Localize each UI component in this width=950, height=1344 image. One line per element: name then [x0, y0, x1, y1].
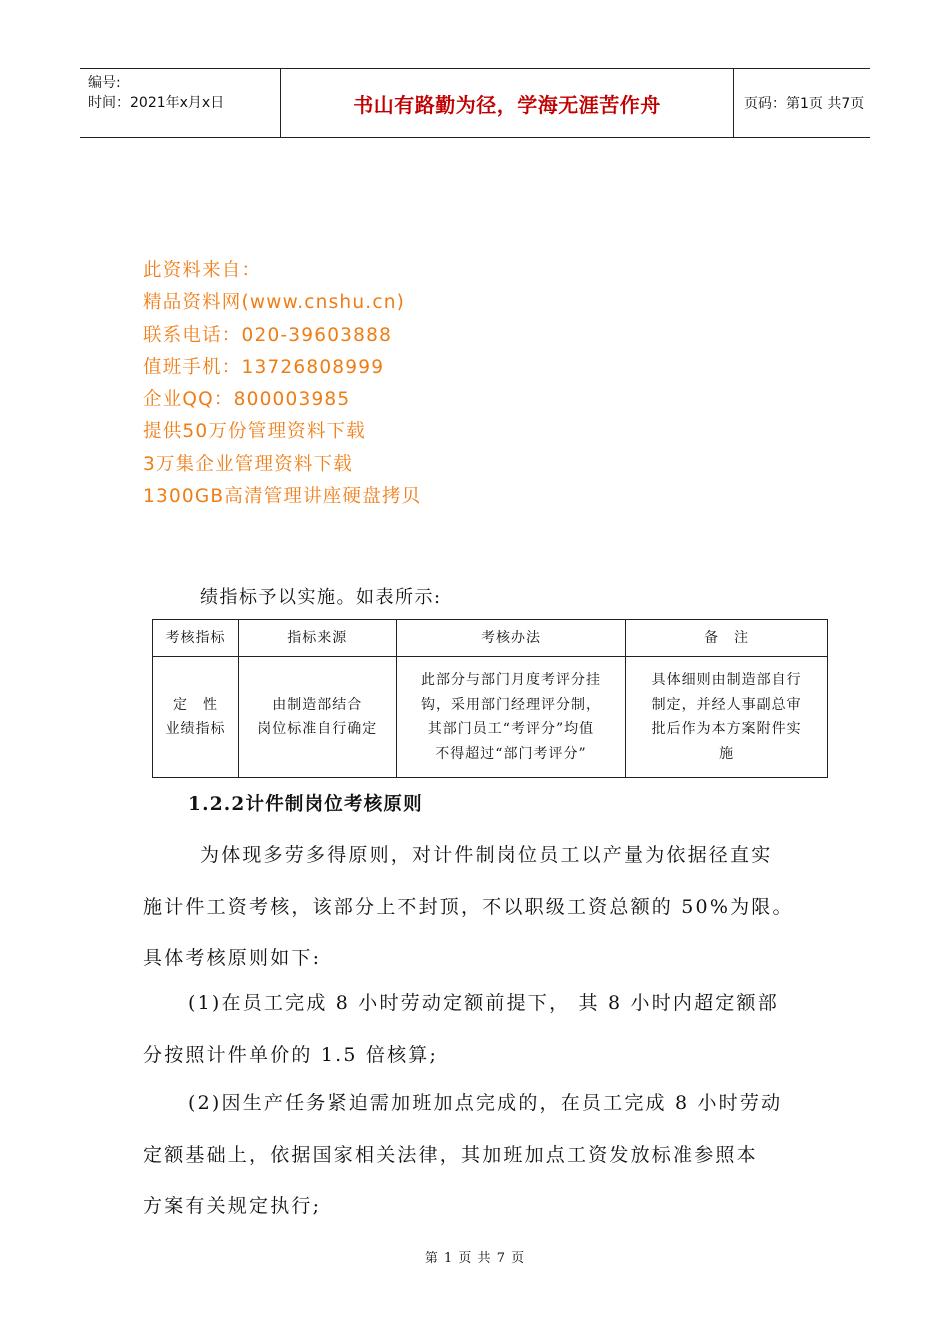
paragraph-line: 定额基础上，依据国家相关法律，其加班加点工资发放标准参照本 — [143, 1143, 758, 1166]
promo-line: 1300GB高清管理讲座硬盘拷贝 — [143, 486, 422, 508]
table-cell-source — [238, 657, 396, 778]
cell-line: 定 性 — [172, 696, 218, 713]
page-footer: 第 1 页 共 7 页 — [424, 1251, 526, 1266]
table-header-cell: 指标来源 — [238, 620, 396, 657]
cell-line: 由制造部结合 — [272, 696, 363, 713]
table-header-cell: 考核办法 — [396, 620, 626, 657]
header-motto: 书山有路勤为径，学海无涯苦作舟 — [281, 69, 734, 137]
header-meta — [80, 69, 281, 137]
cell-line: 岗位标准自行确定 — [257, 721, 378, 737]
kpi-table — [152, 619, 828, 778]
table-header-row — [153, 620, 828, 657]
page-header — [80, 68, 870, 138]
section-heading: 1.2.2计件制岗位考核原则 — [188, 794, 423, 815]
lead-text: 绩指标予以实施。如表所示: — [200, 587, 442, 608]
promo-line: 此资料来自： — [143, 260, 262, 281]
promo-block — [143, 255, 421, 513]
promo-line: 精品资料网(www.cnshu.cn) — [143, 292, 406, 314]
promo-line: 联系电话：020-39603888 — [143, 324, 393, 346]
paragraph-line: (2)因生产任务紧迫需加班加点完成的，在员工完成 8 小时劳动 — [188, 1092, 783, 1114]
paragraph — [143, 1078, 823, 1233]
paragraph-line: 为体现多劳多得原则，对计件制岗位员工以产量为依据径直实 — [200, 844, 773, 866]
number-label: 编号: — [88, 75, 121, 91]
cell-line: 批后作为本方案附件实 — [651, 721, 802, 737]
promo-line: 提供50万份管理资料下载 — [143, 421, 366, 443]
cell-line: 施 — [719, 745, 735, 762]
time-label: 时间：2021年x月x日 — [88, 95, 225, 111]
cell-line: 钩，采用部门经理评分制， — [420, 696, 601, 713]
cell-line: 不得超过“部门考评分” — [435, 745, 587, 762]
paragraph-line: 分按照计件单价的 1.5 倍核算; — [143, 1043, 439, 1066]
table-header-cell: 备 注 — [626, 620, 828, 657]
table-header-cell: 考核指标 — [153, 620, 239, 657]
paragraph — [143, 978, 823, 1081]
table-cell-method — [396, 657, 626, 778]
paragraph-line: 施计件工资考核，该部分上不封顶，不以职级工资总额的 50%为限。 — [143, 895, 794, 918]
cell-line: 制定，并经人事副总审 — [651, 696, 802, 713]
cell-line: 其部门员工“考评分”均值 — [427, 721, 595, 737]
header-page-info: 页码：第1页 共7页 — [744, 96, 865, 112]
paragraph-line: 具体考核原则如下: — [143, 947, 322, 969]
table-cell-indicator — [153, 657, 239, 778]
cell-line: 具体细则由制造部自行 — [651, 672, 802, 688]
table-row — [153, 657, 828, 778]
paragraph-line: 方案有关规定执行; — [143, 1195, 322, 1217]
paragraph-line: (1)在员工完成 8 小时劳动定额前提下， 其 8 小时内超定额部 — [188, 992, 779, 1014]
promo-line: 企业QQ：800003985 — [143, 389, 351, 411]
paragraph — [143, 830, 823, 985]
cell-line: 业绩指标 — [165, 721, 226, 737]
promo-line: 值班手机：13726808999 — [143, 356, 385, 378]
table-cell-remark — [626, 657, 828, 778]
promo-line: 3万集企业管理资料下载 — [143, 453, 353, 475]
cell-line: 此部分与部门月度考评分挂 — [420, 672, 601, 688]
